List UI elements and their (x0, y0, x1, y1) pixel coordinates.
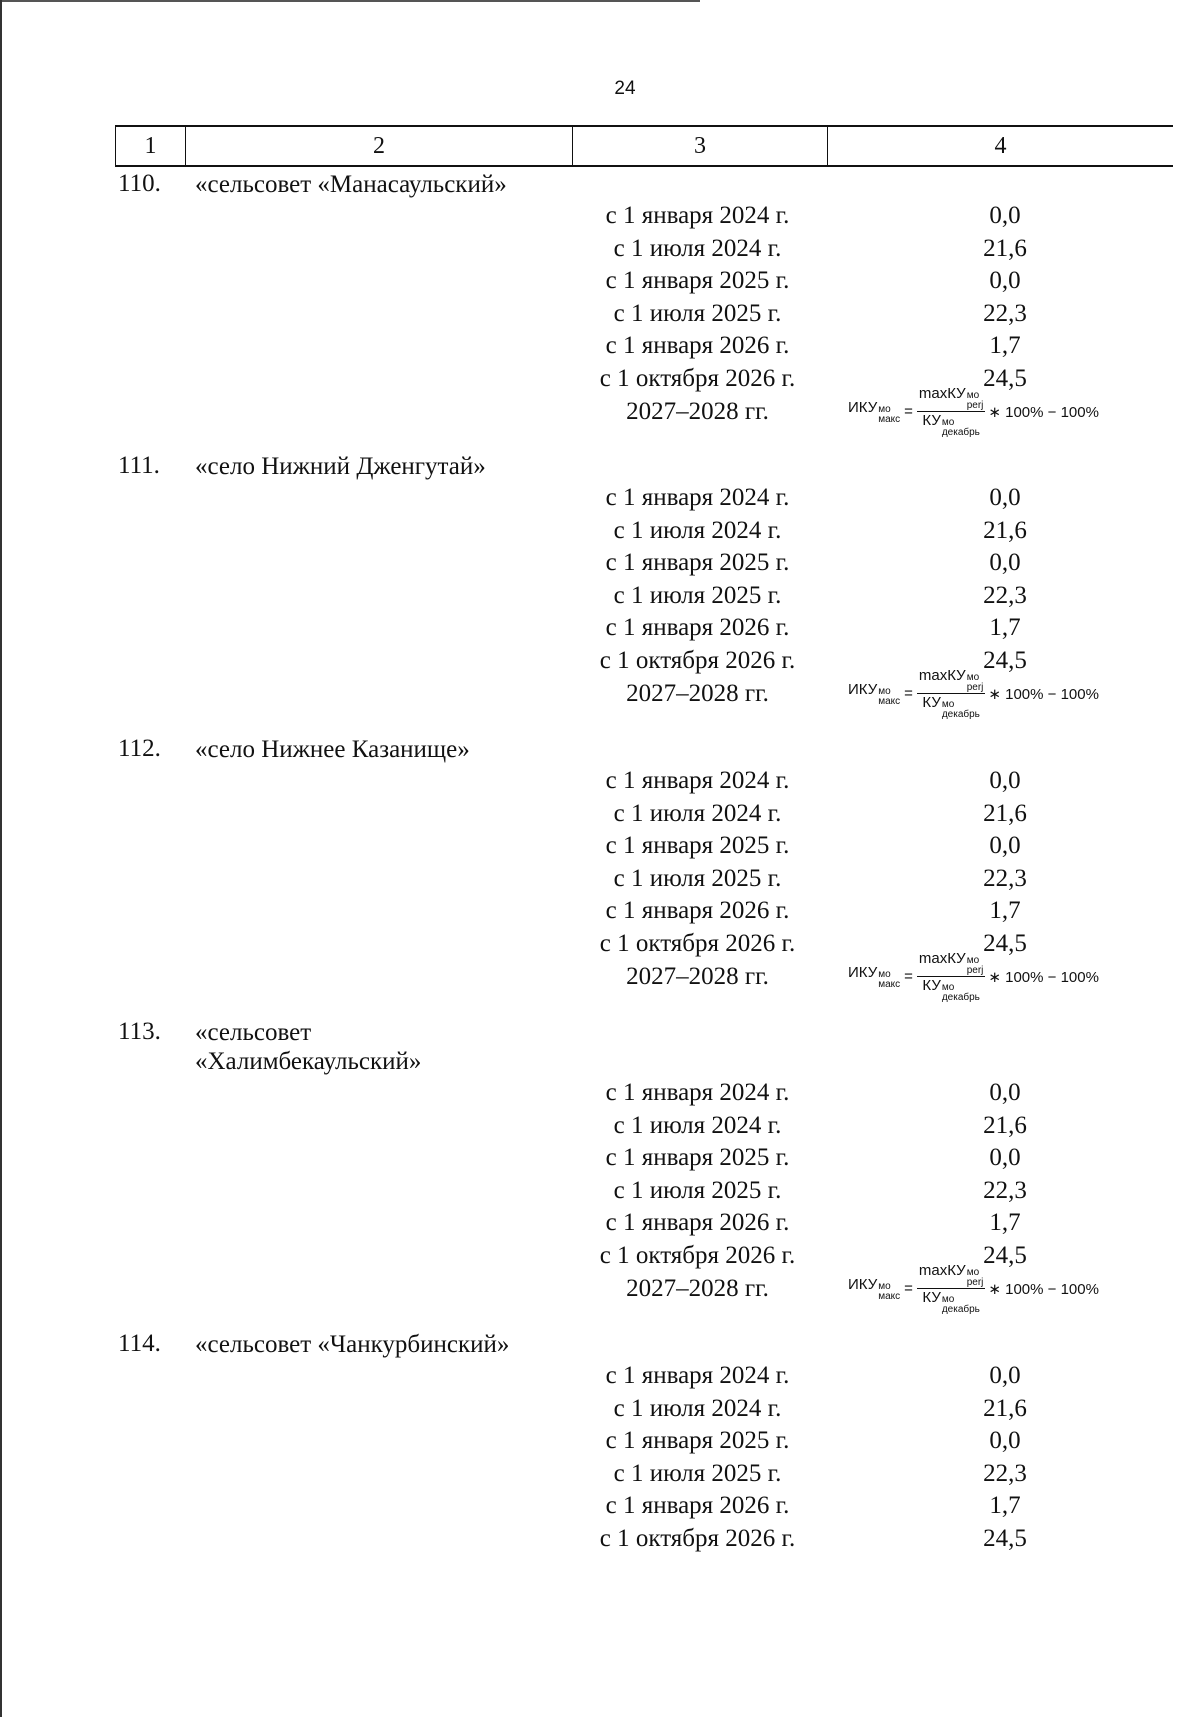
formula-lhs-main: ИКУ (848, 398, 878, 416)
formula-equals: = (904, 403, 913, 421)
period-value: 0,0 (989, 202, 1021, 229)
formula-numerator (917, 385, 985, 412)
period-date: 2027–2028 гг. (626, 962, 769, 990)
period-value: 21,6 (983, 799, 1027, 827)
period-date: с 1 июля 2025 г. (613, 299, 782, 327)
period-value: 24,5 (983, 365, 1027, 392)
formula-superscript: мо (878, 1280, 891, 1292)
period-date: с 1 января 2026 г. (605, 332, 790, 360)
sup-sub (967, 956, 984, 976)
row-number: 112. (118, 735, 161, 762)
row-number: 114. (118, 1330, 161, 1357)
period-date: с 1 января 2024 г. (605, 767, 790, 794)
formula-subscript: декабрь (941, 992, 980, 1004)
period-value: 1,7 (989, 1492, 1021, 1520)
formula-subscript: макс (878, 1290, 901, 1302)
period-date: с 1 июля 2025 г. (613, 1176, 782, 1204)
formula-superscript: мо (941, 417, 955, 429)
sup-sub (967, 673, 984, 693)
formula-superscript: мо (966, 1267, 980, 1279)
formula-superscript: мо (966, 955, 980, 967)
column-header-2: 2 (185, 127, 572, 165)
formula-fraction (917, 950, 985, 1003)
formula-tail: ∗ 100% − 100% (988, 1280, 1099, 1298)
formula-num-main: maxКУ (918, 1262, 966, 1280)
formula-numerator (917, 667, 985, 694)
row-number: 111. (118, 452, 160, 479)
formula-superscript: мо (878, 685, 891, 697)
formula-equals: = (904, 968, 913, 986)
formula-equals: = (904, 1280, 913, 1298)
formula-den-main: КУ (922, 694, 941, 712)
formula-denominator (920, 694, 982, 720)
sup-sub (967, 391, 984, 411)
sup-sub (942, 418, 980, 438)
formula-superscript: мо (966, 672, 980, 684)
period-value: 0,0 (989, 767, 1021, 794)
formula-subscript: декабрь (941, 709, 980, 721)
formula-num-main: maxКУ (918, 385, 966, 403)
formula-denominator (920, 412, 982, 438)
formula-superscript: мо (941, 699, 955, 711)
period-date: с 1 октября 2026 г. (599, 1525, 796, 1552)
row-number: 110. (118, 170, 161, 197)
period-value: 22,3 (983, 864, 1027, 892)
formula-lhs-main: ИКУ (848, 1275, 878, 1293)
formula-superscript: мо (878, 403, 891, 415)
period-value: 0,0 (989, 549, 1021, 577)
formula-lhs-main: ИКУ (848, 963, 878, 981)
formula-iku-max (848, 951, 1178, 1003)
row-number: 113. (118, 1018, 161, 1045)
period-date: с 1 июля 2024 г. (613, 1394, 782, 1422)
period-date: с 1 октября 2026 г. (599, 930, 796, 957)
period-value: 24,5 (983, 1525, 1027, 1552)
period-date: с 1 января 2025 г. (605, 267, 790, 295)
page-number: 24 (614, 78, 636, 99)
period-value: 0,0 (989, 1079, 1021, 1106)
period-date: с 1 июля 2025 г. (613, 1459, 782, 1487)
period-date: с 1 января 2024 г. (605, 202, 790, 229)
period-date: с 1 октября 2026 г. (599, 1242, 796, 1269)
period-date: с 1 января 2026 г. (605, 897, 790, 925)
period-value: 22,3 (983, 299, 1027, 327)
period-date: с 1 июля 2024 г. (613, 234, 782, 262)
period-value: 24,5 (983, 647, 1027, 674)
period-value: 21,6 (983, 234, 1027, 262)
formula-num-main: maxКУ (918, 950, 966, 968)
period-value: 0,0 (989, 832, 1021, 860)
period-date: с 1 января 2024 г. (605, 484, 790, 511)
period-date: с 1 января 2025 г. (605, 1144, 790, 1172)
formula-lhs-main: ИКУ (848, 680, 878, 698)
period-date: с 1 июля 2025 г. (613, 864, 782, 892)
formula-iku-max (848, 668, 1178, 720)
period-value: 1,7 (989, 614, 1021, 642)
formula-den-main: КУ (922, 412, 941, 430)
period-date: с 1 января 2025 г. (605, 1427, 790, 1455)
row-name: «сельсовет «Чанкурбинский» (195, 1331, 510, 1358)
period-value: 21,6 (983, 1394, 1027, 1422)
formula-iku-max (848, 1263, 1178, 1315)
row-name: «село Нижнее Казанище» (195, 736, 470, 763)
period-value: 0,0 (989, 1362, 1021, 1389)
period-value: 22,3 (983, 1459, 1027, 1487)
sup-sub (878, 1282, 900, 1302)
formula-equals: = (904, 685, 913, 703)
period-date: с 1 июля 2024 г. (613, 799, 782, 827)
sup-sub (878, 405, 900, 425)
formula-subscript: макс (878, 413, 901, 425)
period-date: 2027–2028 гг. (626, 397, 769, 425)
formula-superscript: мо (941, 1294, 955, 1306)
sup-sub (878, 687, 900, 707)
formula-subscript: perj (966, 965, 984, 977)
period-value: 0,0 (989, 484, 1021, 511)
formula-subscript: perj (966, 1277, 984, 1289)
period-date: с 1 января 2024 г. (605, 1079, 790, 1106)
formula-lhs (848, 1276, 900, 1302)
column-header-1: 1 (115, 127, 185, 165)
period-value: 1,7 (989, 897, 1021, 925)
period-date: с 1 октября 2026 г. (599, 365, 796, 392)
formula-fraction (917, 385, 985, 438)
period-date: с 1 января 2025 г. (605, 549, 790, 577)
period-value: 22,3 (983, 1176, 1027, 1204)
formula-denominator (920, 1289, 982, 1315)
period-date: с 1 июля 2025 г. (613, 581, 782, 609)
row-name: «Халимбекаульский» (195, 1048, 422, 1075)
formula-denominator (920, 977, 982, 1003)
formula-den-main: КУ (922, 1289, 941, 1307)
formula-superscript: мо (941, 982, 955, 994)
period-date: с 1 января 2025 г. (605, 832, 790, 860)
period-date: с 1 января 2024 г. (605, 1362, 790, 1389)
period-value: 1,7 (989, 1209, 1021, 1237)
formula-subscript: макс (878, 978, 901, 990)
period-date: с 1 июля 2024 г. (613, 516, 782, 544)
period-date: с 1 января 2026 г. (605, 1209, 790, 1237)
formula-subscript: декабрь (941, 427, 980, 439)
period-date: с 1 января 2026 г. (605, 1492, 790, 1520)
period-value: 24,5 (983, 930, 1027, 957)
period-value: 24,5 (983, 1242, 1027, 1269)
sup-sub (942, 1295, 980, 1315)
formula-lhs (848, 964, 900, 990)
sup-sub (878, 970, 900, 990)
column-header-4: 4 (827, 127, 1173, 165)
formula-numerator (917, 1262, 985, 1289)
formula-superscript: мо (966, 390, 980, 402)
row-name: «сельсовет (195, 1019, 312, 1046)
period-value: 1,7 (989, 332, 1021, 360)
period-date: 2027–2028 гг. (626, 679, 769, 707)
formula-numerator (917, 950, 985, 977)
formula-tail: ∗ 100% − 100% (988, 403, 1099, 421)
formula-iku-max (848, 386, 1178, 438)
formula-subscript: макс (878, 695, 901, 707)
period-date: 2027–2028 гг. (626, 1274, 769, 1302)
period-value: 0,0 (989, 1144, 1021, 1172)
formula-superscript: мо (878, 968, 891, 980)
formula-num-main: maxКУ (918, 667, 966, 685)
formula-den-main: КУ (922, 977, 941, 995)
formula-fraction (917, 667, 985, 720)
period-value: 0,0 (989, 1427, 1021, 1455)
formula-fraction (917, 1262, 985, 1315)
sup-sub (942, 700, 980, 720)
formula-lhs (848, 399, 900, 425)
formula-tail: ∗ 100% − 100% (988, 968, 1099, 986)
period-value: 0,0 (989, 267, 1021, 295)
period-date: с 1 января 2026 г. (605, 614, 790, 642)
formula-subscript: perj (966, 682, 984, 694)
sup-sub (942, 983, 980, 1003)
sup-sub (967, 1268, 984, 1288)
formula-subscript: декабрь (941, 1304, 980, 1316)
formula-lhs (848, 681, 900, 707)
formula-subscript: perj (966, 400, 984, 412)
period-value: 21,6 (983, 1111, 1027, 1139)
row-name: «сельсовет «Манасаульский» (195, 171, 507, 198)
period-value: 22,3 (983, 581, 1027, 609)
row-name: «село Нижний Дженгутай» (195, 453, 486, 480)
formula-tail: ∗ 100% − 100% (988, 685, 1099, 703)
period-date: с 1 июля 2024 г. (613, 1111, 782, 1139)
period-date: с 1 октября 2026 г. (599, 647, 796, 674)
column-header-3: 3 (572, 127, 827, 165)
period-value: 21,6 (983, 516, 1027, 544)
